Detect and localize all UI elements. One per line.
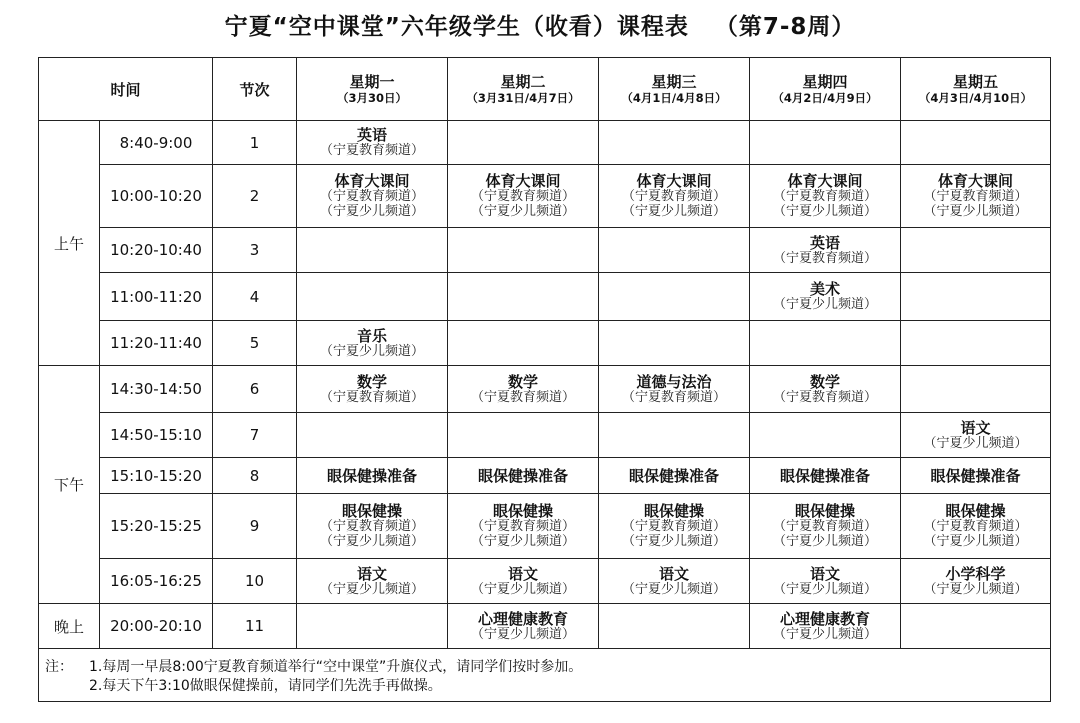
schedule-row xyxy=(39,458,1051,494)
class-cell xyxy=(901,273,1051,321)
channel-name: （宁夏教育频道） xyxy=(320,143,425,158)
class-cell xyxy=(448,494,599,559)
class-cell xyxy=(448,366,599,413)
day-date: （4月3日/4月10日） xyxy=(918,90,1033,105)
subject-name: 体育大课间 xyxy=(334,172,410,190)
subject-name: 数学 xyxy=(357,372,388,391)
schedule-table xyxy=(38,57,1051,702)
class-cell xyxy=(901,121,1051,165)
time-slot: 15:20-15:25 xyxy=(100,494,213,559)
channel-name: （宁夏少儿频道） xyxy=(622,204,727,219)
period-number: 8 xyxy=(213,458,297,494)
channel-name: （宁夏教育频道） xyxy=(471,389,576,405)
time-slot: 14:30-14:50 xyxy=(100,366,213,413)
class-cell xyxy=(901,321,1051,366)
subject-name: 眼保健操 xyxy=(493,502,554,520)
class-cell xyxy=(750,121,901,165)
day-date: （4月1日/4月8日） xyxy=(621,90,727,105)
class-cell xyxy=(297,458,448,494)
class-cell xyxy=(750,559,901,604)
week-range: （第7-8周） xyxy=(714,14,856,40)
channel-name: （宁夏少儿频道） xyxy=(773,534,878,549)
header-day xyxy=(599,58,750,121)
channel-name: （宁夏教育频道） xyxy=(622,389,727,405)
period-number: 10 xyxy=(213,559,297,604)
class-cell xyxy=(901,366,1051,413)
class-cell xyxy=(750,366,901,413)
class-cell xyxy=(901,559,1051,604)
channel-name: （宁夏教育频道） xyxy=(622,189,727,204)
schedule-row xyxy=(39,273,1051,321)
channel-name: （宁夏少儿频道） xyxy=(471,581,576,597)
class-cell xyxy=(297,494,448,559)
day-name: 星期四 xyxy=(802,72,848,91)
subject-name: 体育大课间 xyxy=(636,172,712,190)
subject-name: 心理健康教育 xyxy=(478,609,569,628)
subject-name: 眼保健操 xyxy=(945,502,1006,520)
subject-name: 体育大课间 xyxy=(938,172,1014,190)
day-name: 星期五 xyxy=(953,72,999,91)
channel-name: （宁夏教育频道） xyxy=(773,250,878,266)
channel-name: （宁夏少儿频道） xyxy=(471,204,576,219)
period-number: 9 xyxy=(213,494,297,559)
channel-name: （宁夏教育频道） xyxy=(773,389,878,405)
class-cell xyxy=(750,458,901,494)
class-cell xyxy=(297,121,448,165)
header-day xyxy=(901,58,1051,121)
class-cell xyxy=(599,494,750,559)
time-slot: 16:05-16:25 xyxy=(100,559,213,604)
class-cell xyxy=(448,458,599,494)
subject-name: 语文 xyxy=(659,564,690,583)
channel-name: （宁夏少儿频道） xyxy=(471,534,576,549)
schedule-row xyxy=(39,559,1051,604)
subject-name: 心理健康教育 xyxy=(780,609,871,628)
subject-name: 体育大课间 xyxy=(485,172,561,190)
subject-name: 眼保健操准备 xyxy=(327,466,418,485)
channel-name: （宁夏教育频道） xyxy=(320,519,425,534)
channel-name: （宁夏少儿频道） xyxy=(773,297,878,312)
channel-name: （宁夏少儿频道） xyxy=(923,534,1028,549)
channel-name: （宁夏少儿频道） xyxy=(923,435,1028,451)
subject-name: 数学 xyxy=(508,372,539,391)
class-cell xyxy=(901,494,1051,559)
class-cell xyxy=(901,413,1051,458)
class-cell xyxy=(297,165,448,228)
channel-name: （宁夏少儿频道） xyxy=(320,204,425,219)
class-cell xyxy=(448,559,599,604)
time-slot: 10:00-10:20 xyxy=(100,165,213,228)
class-cell xyxy=(448,165,599,228)
schedule-row xyxy=(39,413,1051,458)
class-cell xyxy=(901,165,1051,228)
day-name: 星期一 xyxy=(349,72,395,91)
class-cell xyxy=(297,604,448,649)
channel-name: （宁夏少儿频道） xyxy=(773,581,878,597)
schedule-row xyxy=(39,121,1051,165)
header-time: 时间 xyxy=(39,58,213,121)
schedule-row xyxy=(39,366,1051,413)
class-cell xyxy=(297,273,448,321)
channel-name: （宁夏教育频道） xyxy=(773,519,878,534)
class-cell xyxy=(297,366,448,413)
class-cell xyxy=(901,458,1051,494)
subject-name: 道德与法治 xyxy=(636,372,712,391)
channel-name: （宁夏少儿频道） xyxy=(320,581,425,597)
period-number: 7 xyxy=(213,413,297,458)
note-line: 1.每周一早晨8:00宁夏教育频道举行“空中课堂”升旗仪式，请同学们按时参加。 xyxy=(89,659,583,675)
class-cell xyxy=(448,228,599,273)
subject-name: 眼保健操准备 xyxy=(478,466,569,485)
session-label: 上午 xyxy=(39,121,100,366)
channel-name: （宁夏教育频道） xyxy=(320,189,425,204)
time-slot: 14:50-15:10 xyxy=(100,413,213,458)
subject-name: 美术 xyxy=(810,280,841,298)
class-cell xyxy=(599,458,750,494)
channel-name: （宁夏教育频道） xyxy=(320,389,425,405)
channel-name: （宁夏教育频道） xyxy=(471,519,576,534)
day-date: （3月31日/4月7日） xyxy=(466,90,580,105)
session-label: 下午 xyxy=(39,366,100,604)
period-number: 2 xyxy=(213,165,297,228)
channel-name: （宁夏教育频道） xyxy=(471,189,576,204)
class-cell xyxy=(297,413,448,458)
class-cell xyxy=(599,366,750,413)
class-cell xyxy=(599,321,750,366)
channel-name: （宁夏少儿频道） xyxy=(773,204,878,219)
class-cell xyxy=(750,165,901,228)
class-cell xyxy=(448,121,599,165)
period-number: 3 xyxy=(213,228,297,273)
class-cell xyxy=(599,228,750,273)
subject-name: 体育大课间 xyxy=(787,172,863,190)
time-slot: 10:20-10:40 xyxy=(100,228,213,273)
header-day xyxy=(297,58,448,121)
subject-name: 眼保健操 xyxy=(795,502,856,520)
class-cell xyxy=(750,494,901,559)
subject-name: 语文 xyxy=(810,564,841,583)
time-slot: 20:00-20:10 xyxy=(100,604,213,649)
channel-name: （宁夏教育频道） xyxy=(923,519,1028,534)
schedule-row xyxy=(39,494,1051,559)
subject-name: 眼保健操 xyxy=(342,502,403,520)
period-number: 1 xyxy=(213,121,297,165)
class-cell xyxy=(297,559,448,604)
time-slot: 8:40-9:00 xyxy=(100,121,213,165)
page-title xyxy=(0,8,1080,41)
class-cell xyxy=(448,321,599,366)
class-cell xyxy=(901,604,1051,649)
class-cell xyxy=(750,321,901,366)
day-name: 星期二 xyxy=(500,72,546,91)
notes-row xyxy=(39,649,1051,702)
header-row xyxy=(39,58,1051,121)
subject-name: 眼保健操准备 xyxy=(780,466,871,485)
header-day xyxy=(448,58,599,121)
class-cell xyxy=(448,604,599,649)
day-date: （4月2日/4月9日） xyxy=(772,90,878,105)
session-label: 晚上 xyxy=(39,604,100,649)
period-number: 6 xyxy=(213,366,297,413)
header-day xyxy=(750,58,901,121)
subject-name: 眼保健操 xyxy=(644,502,705,520)
subject-name: 眼保健操准备 xyxy=(629,466,720,485)
notes xyxy=(39,649,1051,702)
subject-name: 小学科学 xyxy=(945,564,1006,583)
time-slot: 15:10-15:20 xyxy=(100,458,213,494)
channel-name: （宁夏少儿频道） xyxy=(622,581,727,597)
period-number: 5 xyxy=(213,321,297,366)
subject-name: 眼保健操准备 xyxy=(930,466,1021,485)
channel-name: （宁夏教育频道） xyxy=(923,189,1028,204)
subject-name: 英语 xyxy=(357,126,388,144)
schedule-row xyxy=(39,165,1051,228)
class-cell xyxy=(901,228,1051,273)
class-cell xyxy=(750,228,901,273)
channel-name: （宁夏少儿频道） xyxy=(773,626,878,642)
class-cell xyxy=(599,604,750,649)
header-period: 节次 xyxy=(213,58,297,121)
schedule-row xyxy=(39,604,1051,649)
subject-name: 语文 xyxy=(357,564,388,583)
schedule-row xyxy=(39,321,1051,366)
channel-name: （宁夏少儿频道） xyxy=(923,581,1028,597)
class-cell xyxy=(750,604,901,649)
note-line: 2.每天下午3:10做眼保健操前，请同学们先洗手再做操。 xyxy=(89,678,442,694)
subject-name: 音乐 xyxy=(357,326,388,345)
class-cell xyxy=(599,273,750,321)
class-cell xyxy=(599,559,750,604)
class-cell xyxy=(297,321,448,366)
subject-name: 语文 xyxy=(508,564,539,583)
time-slot: 11:20-11:40 xyxy=(100,321,213,366)
period-number: 11 xyxy=(213,604,297,649)
class-cell xyxy=(750,413,901,458)
channel-name: （宁夏教育频道） xyxy=(773,189,878,204)
subject-name: 英语 xyxy=(810,233,841,252)
day-name: 星期三 xyxy=(651,72,697,91)
period-number: 4 xyxy=(213,273,297,321)
schedule-row xyxy=(39,228,1051,273)
subject-name: 语文 xyxy=(960,418,991,437)
title-text: 宁夏“空中课堂”六年级学生（收看）课程表 xyxy=(224,14,689,40)
channel-name: （宁夏少儿频道） xyxy=(320,343,425,359)
subject-name: 数学 xyxy=(810,372,841,391)
class-cell xyxy=(599,413,750,458)
class-cell xyxy=(448,413,599,458)
channel-name: （宁夏少儿频道） xyxy=(622,534,727,549)
channel-name: （宁夏少儿频道） xyxy=(320,534,425,549)
channel-name: （宁夏少儿频道） xyxy=(923,204,1028,219)
channel-name: （宁夏教育频道） xyxy=(622,519,727,534)
class-cell xyxy=(750,273,901,321)
class-cell xyxy=(599,165,750,228)
channel-name: （宁夏少儿频道） xyxy=(471,626,576,642)
class-cell xyxy=(599,121,750,165)
notes-label: 注： xyxy=(45,659,73,675)
class-cell xyxy=(297,228,448,273)
day-date: （3月30日） xyxy=(337,90,408,105)
class-cell xyxy=(448,273,599,321)
time-slot: 11:00-11:20 xyxy=(100,273,213,321)
